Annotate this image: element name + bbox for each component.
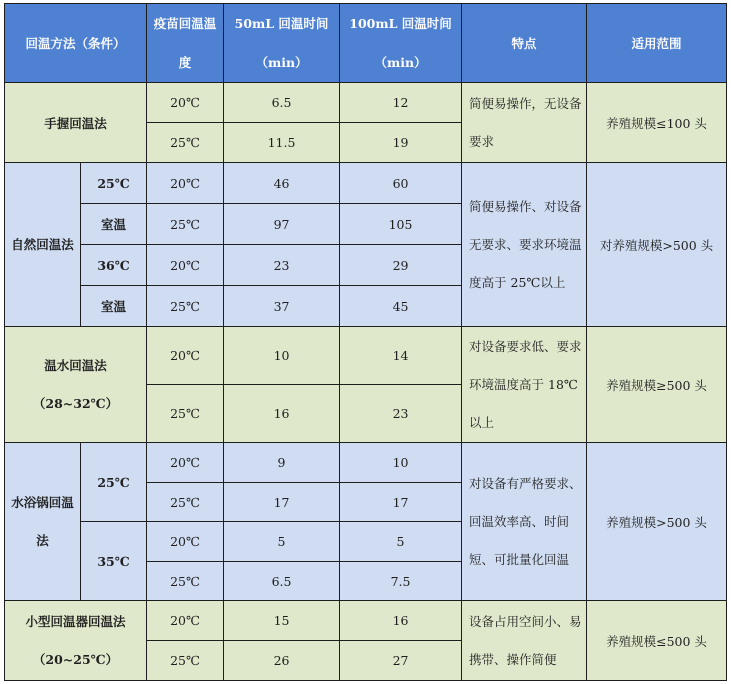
time-50-cell: 23 (224, 245, 340, 286)
method-small-device (5, 601, 147, 681)
features-warm-water: 对设备要求低、要求环境温度高于 18℃以上 (462, 327, 587, 443)
time-50-cell: 16 (224, 385, 340, 443)
header-scope: 适用范围 (587, 4, 727, 83)
condition-cell: 36℃ (81, 245, 147, 286)
time-100-cell: 29 (340, 245, 462, 286)
time-50-cell: 15 (224, 601, 340, 641)
temp-cell: 20℃ (147, 327, 224, 385)
condition-cell: 室温 (81, 286, 147, 327)
features-natural: 简便易操作、对设备无要求、要求环境温度高于 25℃以上 (462, 163, 587, 327)
header-vaccine-temp: 疫苗回温温度 (147, 4, 224, 83)
method-condition: （20~25℃） (32, 651, 119, 667)
method-name: 温水回温法 (44, 357, 107, 373)
vaccine-warming-table (4, 3, 727, 681)
time-50-cell: 5 (224, 522, 340, 562)
time-100-cell: 10 (340, 443, 462, 483)
method-hand: 手握回温法 (5, 83, 147, 163)
time-50-cell: 37 (224, 286, 340, 327)
header-method: 回温方法（条件） (5, 4, 147, 83)
condition-cell: 室温 (81, 204, 147, 245)
time-50-cell: 26 (224, 641, 340, 681)
method-name: 小型回温器回温法 (25, 613, 126, 629)
time-100-cell: 45 (340, 286, 462, 327)
condition-cell: 35℃ (81, 522, 147, 601)
scope-natural: 对养殖规模>500 头 (587, 163, 727, 327)
features-water-bath: 对设备有严格要求、回温效率高、时间短、可批量化回温 (462, 443, 587, 601)
temp-cell: 25℃ (147, 286, 224, 327)
temp-cell: 25℃ (147, 385, 224, 443)
header-features: 特点 (462, 4, 587, 83)
condition-cell: 25℃ (81, 443, 147, 522)
time-50-cell: 6.5 (224, 83, 340, 123)
time-100-cell: 27 (340, 641, 462, 681)
method-natural: 自然回温法 (5, 163, 81, 327)
temp-cell: 20℃ (147, 601, 224, 641)
scope-warm-water: 养殖规模≥500 头 (587, 327, 727, 443)
time-50-cell: 10 (224, 327, 340, 385)
time-100-cell: 5 (340, 522, 462, 562)
features-small-device: 设备占用空间小、易携带、操作简便 (462, 601, 587, 681)
temp-cell: 20℃ (147, 163, 224, 204)
time-100-cell: 23 (340, 385, 462, 443)
time-100-cell: 16 (340, 601, 462, 641)
time-100-cell: 19 (340, 123, 462, 163)
temp-cell: 20℃ (147, 443, 224, 483)
method-water-bath: 水浴锅回温法 (5, 443, 81, 601)
time-100-cell: 12 (340, 83, 462, 123)
features-hand: 简便易操作，无设备要求 (462, 83, 587, 163)
time-50-cell: 9 (224, 443, 340, 483)
scope-water-bath: 养殖规模>500 头 (587, 443, 727, 601)
time-100-cell: 17 (340, 483, 462, 522)
time-50-cell: 17 (224, 483, 340, 522)
time-100-cell: 7.5 (340, 562, 462, 601)
scope-hand: 养殖规模≤100 头 (587, 83, 727, 163)
method-warm-water (5, 327, 147, 443)
method-condition: （28~32℃） (32, 395, 119, 411)
time-100-cell: 105 (340, 204, 462, 245)
temp-cell: 25℃ (147, 641, 224, 681)
time-100-cell: 14 (340, 327, 462, 385)
header-time-50ml: 50mL 回温时间（min） (224, 4, 340, 83)
time-50-cell: 6.5 (224, 562, 340, 601)
temp-cell: 25℃ (147, 123, 224, 163)
temp-cell: 20℃ (147, 83, 224, 123)
scope-small-device: 养殖规模≤500 头 (587, 601, 727, 681)
time-100-cell: 60 (340, 163, 462, 204)
temp-cell: 25℃ (147, 562, 224, 601)
time-50-cell: 11.5 (224, 123, 340, 163)
temp-cell: 25℃ (147, 483, 224, 522)
temp-cell: 20℃ (147, 245, 224, 286)
condition-cell: 25℃ (81, 163, 147, 204)
temp-cell: 20℃ (147, 522, 224, 562)
time-50-cell: 97 (224, 204, 340, 245)
time-50-cell: 46 (224, 163, 340, 204)
temp-cell: 25℃ (147, 204, 224, 245)
header-time-100ml: 100mL 回温时间（min） (340, 4, 462, 83)
